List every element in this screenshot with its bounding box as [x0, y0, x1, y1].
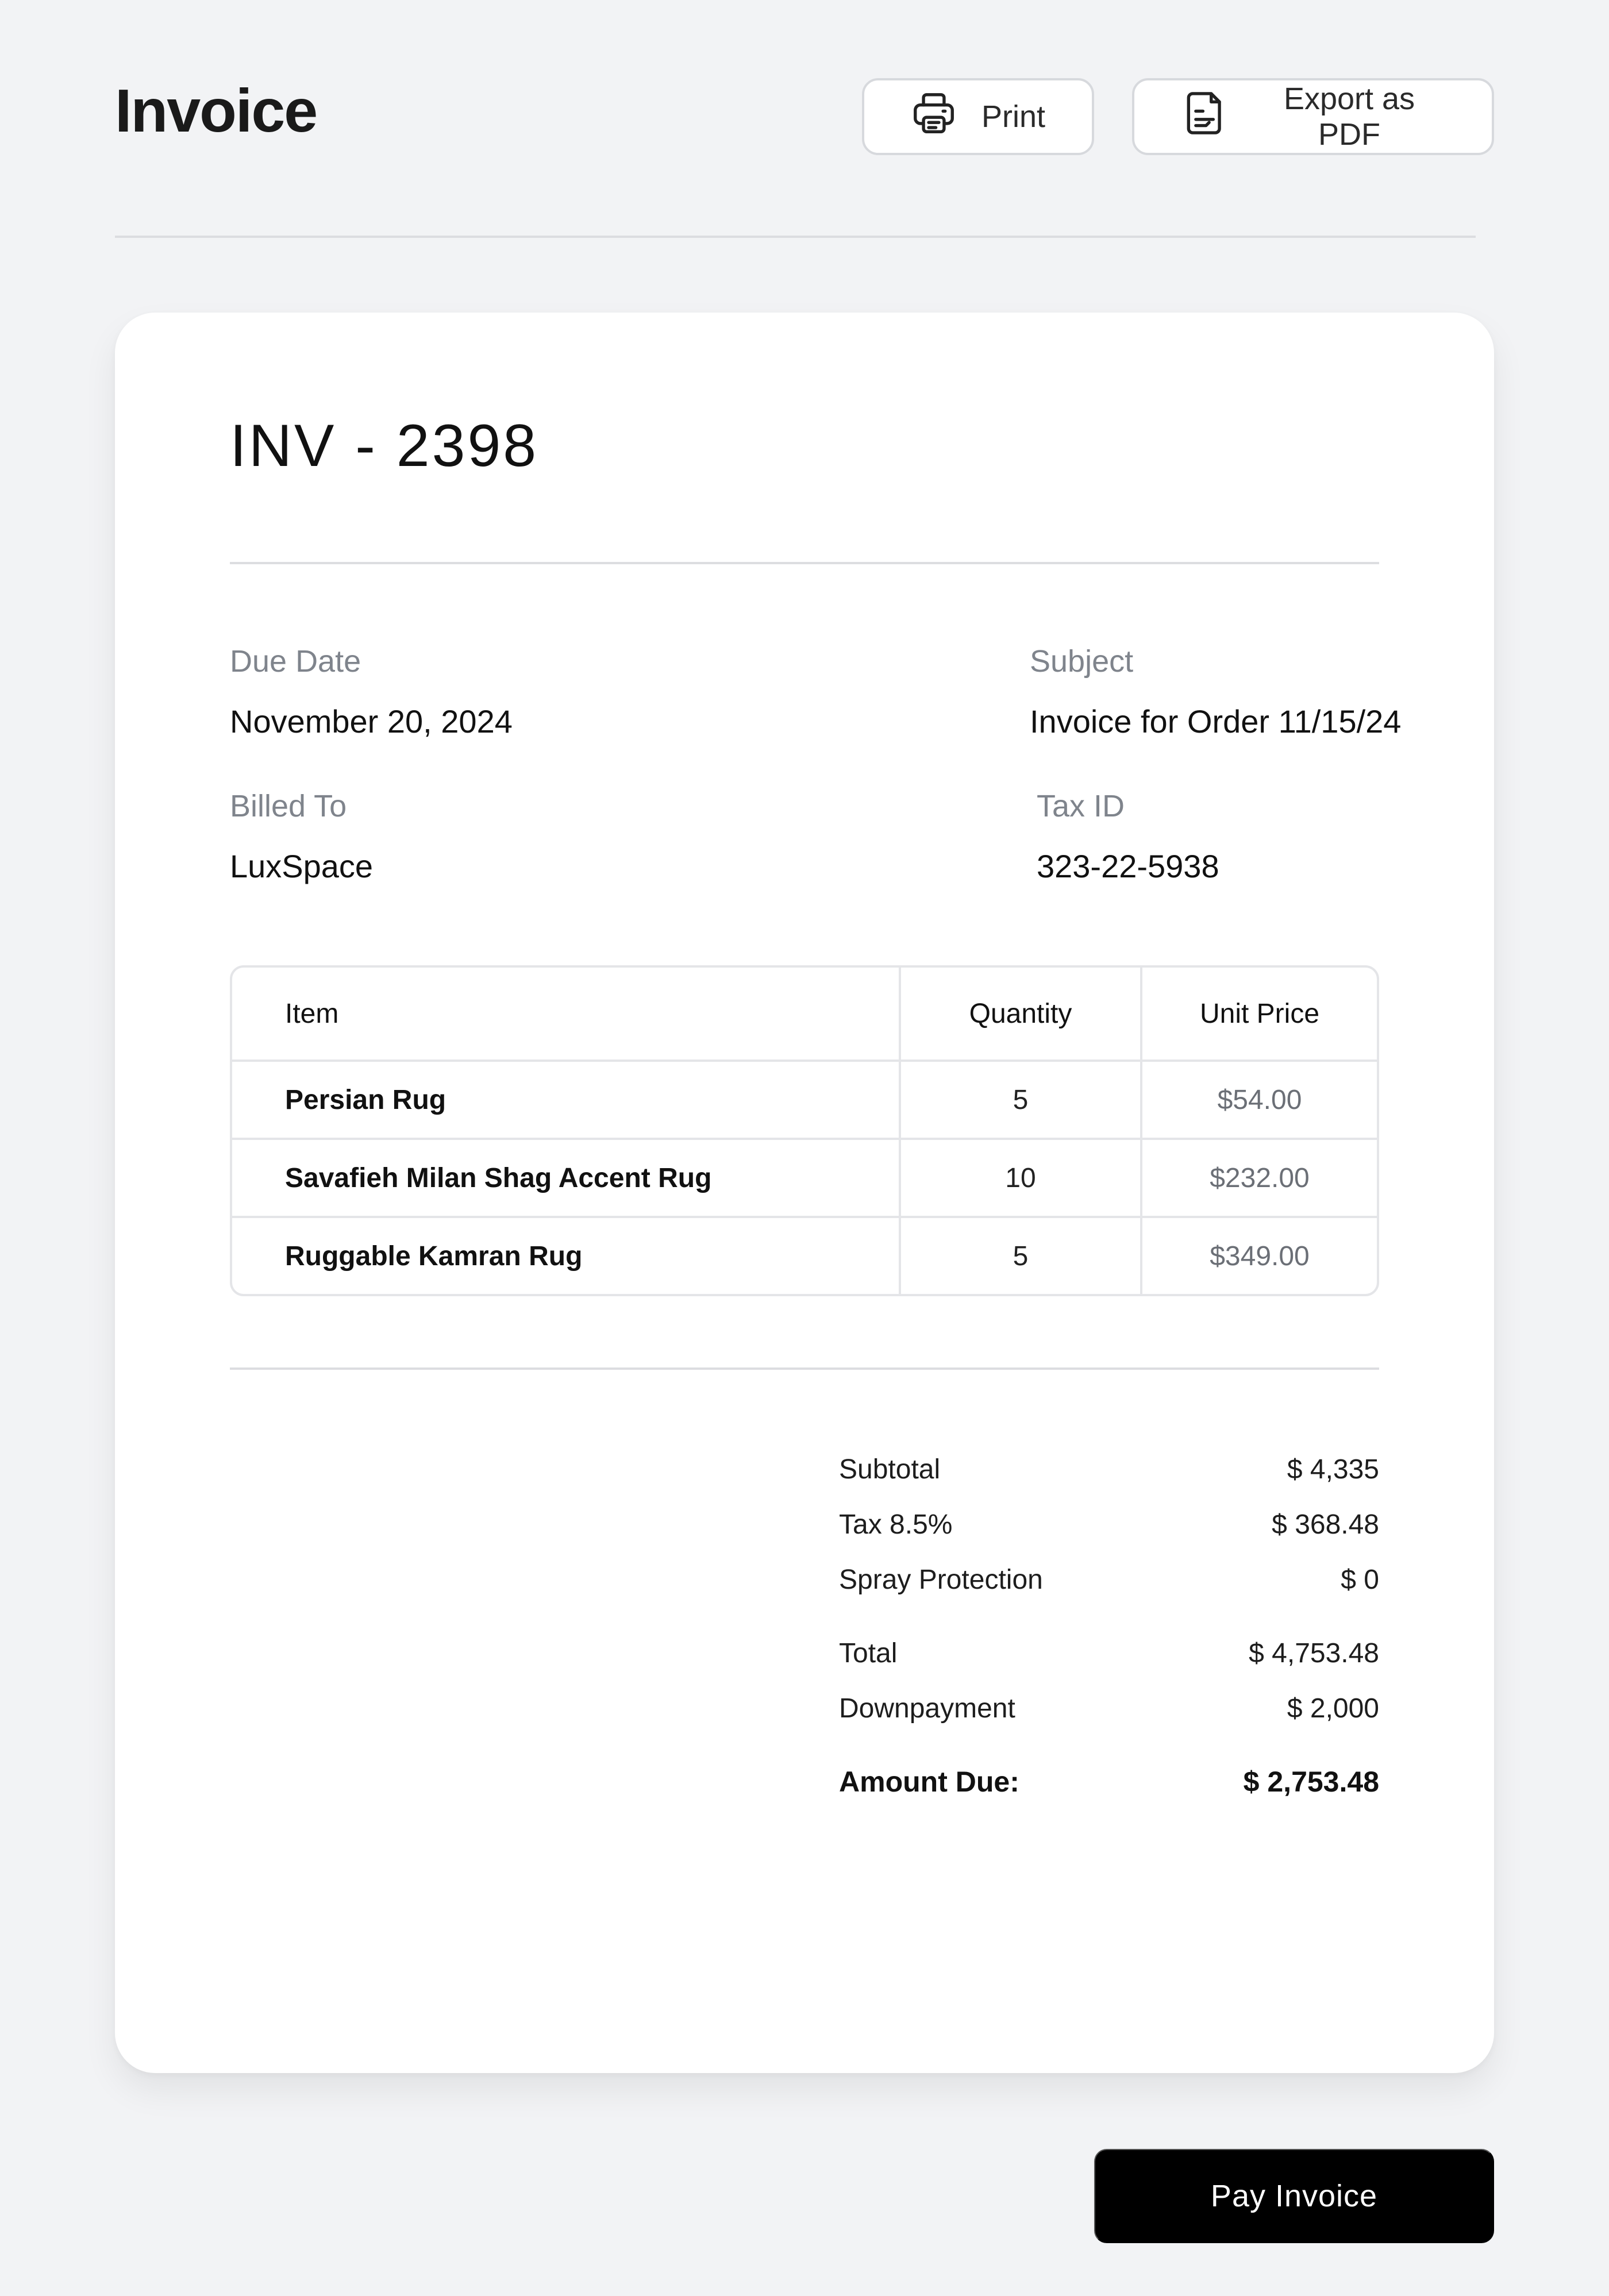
tax-id-label: Tax ID — [1037, 789, 1125, 823]
item-unit-price: $54.00 — [1140, 1062, 1377, 1138]
total-row — [839, 1640, 1379, 1667]
header-actions — [862, 78, 1494, 155]
pay-invoice-button[interactable]: Pay Invoice — [1094, 2149, 1494, 2243]
item-unit-price: $349.00 — [1140, 1218, 1377, 1294]
page-title: Invoice — [115, 77, 317, 145]
item-quantity: 10 — [899, 1140, 1140, 1216]
total-value: $ 4,753.48 — [1249, 1638, 1379, 1669]
downpayment-label: Downpayment — [839, 1693, 1015, 1724]
due-date-value: November 20, 2024 — [230, 703, 513, 739]
table-row — [232, 1138, 1377, 1216]
invoice-card — [115, 313, 1494, 2073]
amount-due-label: Amount Due: — [839, 1766, 1019, 1798]
item-name: Savafieh Milan Shag Accent Rug — [285, 1162, 712, 1193]
item-quantity: 5 — [899, 1218, 1140, 1294]
subtotal-value: $ 4,335 — [1287, 1454, 1379, 1485]
item-name: Ruggable Kamran Rug — [285, 1241, 583, 1272]
amount-due-value: $ 2,753.48 — [1243, 1766, 1379, 1798]
amount-due-row — [839, 1767, 1379, 1796]
total-label: Total — [839, 1638, 898, 1669]
column-header-item: Item — [285, 998, 339, 1029]
table-header-row — [232, 968, 1377, 1060]
card-divider-top — [230, 562, 1379, 564]
card-divider-bottom — [230, 1367, 1379, 1370]
item-unit-price: $232.00 — [1140, 1140, 1377, 1216]
due-date-label: Due Date — [230, 644, 361, 679]
table-row — [232, 1216, 1377, 1294]
print-button[interactable] — [862, 78, 1094, 155]
items-table — [230, 965, 1379, 1296]
tax-id-value: 323-22-5938 — [1037, 848, 1219, 884]
item-name: Persian Rug — [285, 1084, 446, 1115]
export-pdf-button[interactable] — [1132, 78, 1494, 155]
column-header-unit-price: Unit Price — [1140, 968, 1377, 1060]
subject-value: Invoice for Order 11/15/24 — [1030, 703, 1402, 739]
print-button-label: Print — [981, 99, 1046, 134]
table-row — [232, 1060, 1377, 1138]
billed-to-value: LuxSpace — [230, 848, 374, 884]
spray-protection-value: $ 0 — [1341, 1565, 1379, 1595]
printer-icon — [909, 88, 959, 145]
subtotal-row — [839, 1456, 1379, 1484]
spray-protection-label: Spray Protection — [839, 1565, 1043, 1595]
document-icon — [1180, 88, 1230, 145]
column-header-quantity: Quantity — [899, 968, 1140, 1060]
spray-protection-row — [839, 1566, 1379, 1594]
tax-value: $ 368.48 — [1272, 1509, 1379, 1540]
billed-to-label: Billed To — [230, 789, 347, 823]
export-button-label: Export as PDF — [1283, 82, 1415, 152]
tax-label: Tax 8.5% — [839, 1509, 953, 1540]
tax-row — [839, 1511, 1379, 1539]
subject-label: Subject — [1030, 644, 1134, 679]
downpayment-value: $ 2,000 — [1287, 1693, 1379, 1724]
header-divider — [115, 236, 1476, 238]
subtotal-label: Subtotal — [839, 1454, 941, 1485]
item-quantity: 5 — [899, 1062, 1140, 1138]
invoice-number: INV - 2398 — [230, 413, 539, 479]
downpayment-row — [839, 1695, 1379, 1723]
